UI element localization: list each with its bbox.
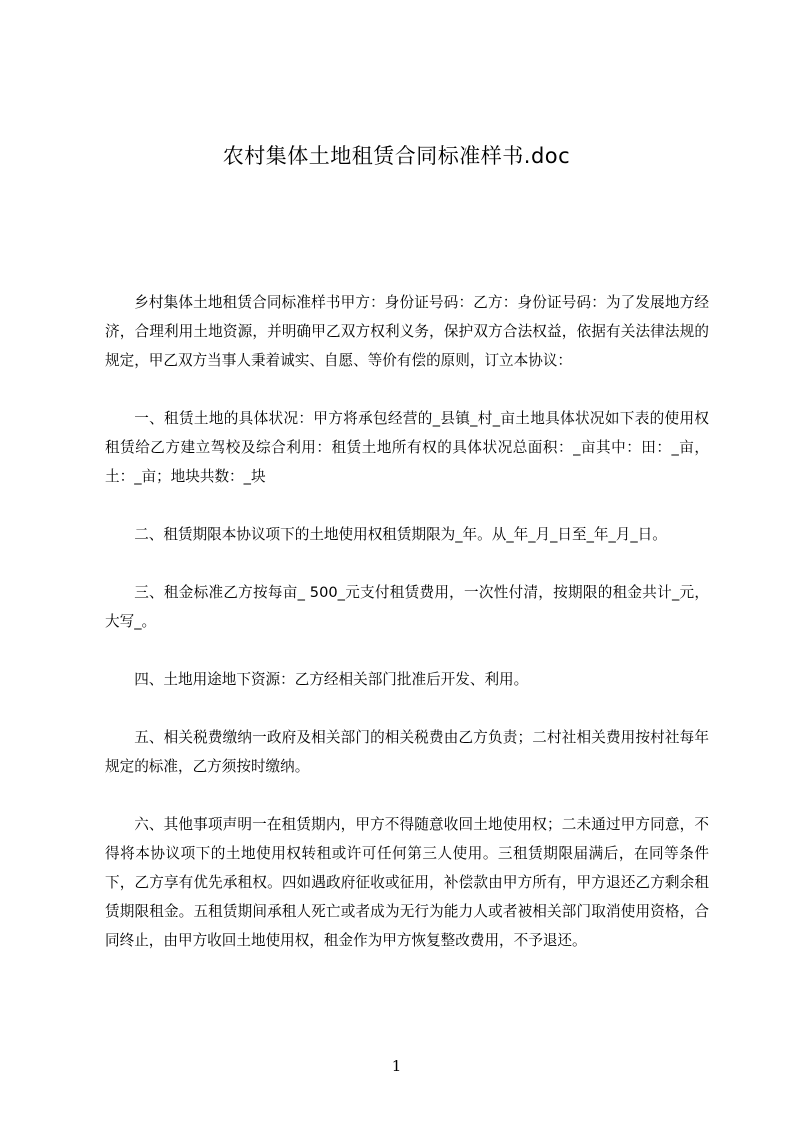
document-title: 农村集体土地租赁合同标准样书.doc bbox=[222, 144, 571, 168]
paragraph-intro: 乡村集体土地租赁合同标准样书甲方：身份证号码：乙方：身份证号码：为了发展地方经济，合理利用土地资源，并明确甲乙双方权利义务，保护双方合法权益，依据有关法律法规的规定，甲乙双方当事人秉着诚实、自愿、等价有偿的原则，订立本协议： bbox=[105, 294, 709, 369]
paragraph-clause-4: 四、土地用途地下资源：乙方经相关部门批准后开发、利用。 bbox=[134, 671, 529, 688]
page-number: 1 bbox=[391, 1057, 402, 1075]
paragraph-clause-6: 六、其他事项声明一在租赁期内，甲方不得随意收回土地使用权；二未通过甲方同意，不得将本协议项下的土地使用权转租或许可任何第三人使用。三租赁期限届满后，在同等条件下，乙方享有优先承租权。四如遇政府征收或征用，补偿款由甲方所有，甲方退还乙方剩余租赁期限租金。五租赁期间承租人死亡或者成为无行为能力人或者被相关部门取消使用资格，合同终止，由甲方收回土地使用权，租金作为甲方恢复整改费用，不予退还。 bbox=[105, 816, 709, 949]
paragraph-clause-2: 二、租赁期限本协议项下的土地使用权租赁期限为_年。从_年_月_日至_年_月_日。 bbox=[134, 526, 667, 543]
paragraph-clause-3: 三、租金标准乙方按每亩_ 500_元支付租赁费用，一次性付清，按期限的租金共计_元，大写_。 bbox=[105, 584, 709, 630]
paragraph-clause-5: 五、相关税费缴纳一政府及相关部门的相关税费由乙方负责；二村社相关费用按村社每年规定的标准，乙方须按时缴纳。 bbox=[105, 729, 709, 775]
paragraph-clause-1: 一、租赁土地的具体状况：甲方将承包经营的_县镇_村_亩土地具体状况如下表的使用权租赁给乙方建立驾校及综合利用：租赁土地所有权的具体状况总面积：_亩其中：田：_亩，土：_亩；地块共数：_块 bbox=[105, 410, 709, 485]
document-body bbox=[105, 288, 709, 955]
